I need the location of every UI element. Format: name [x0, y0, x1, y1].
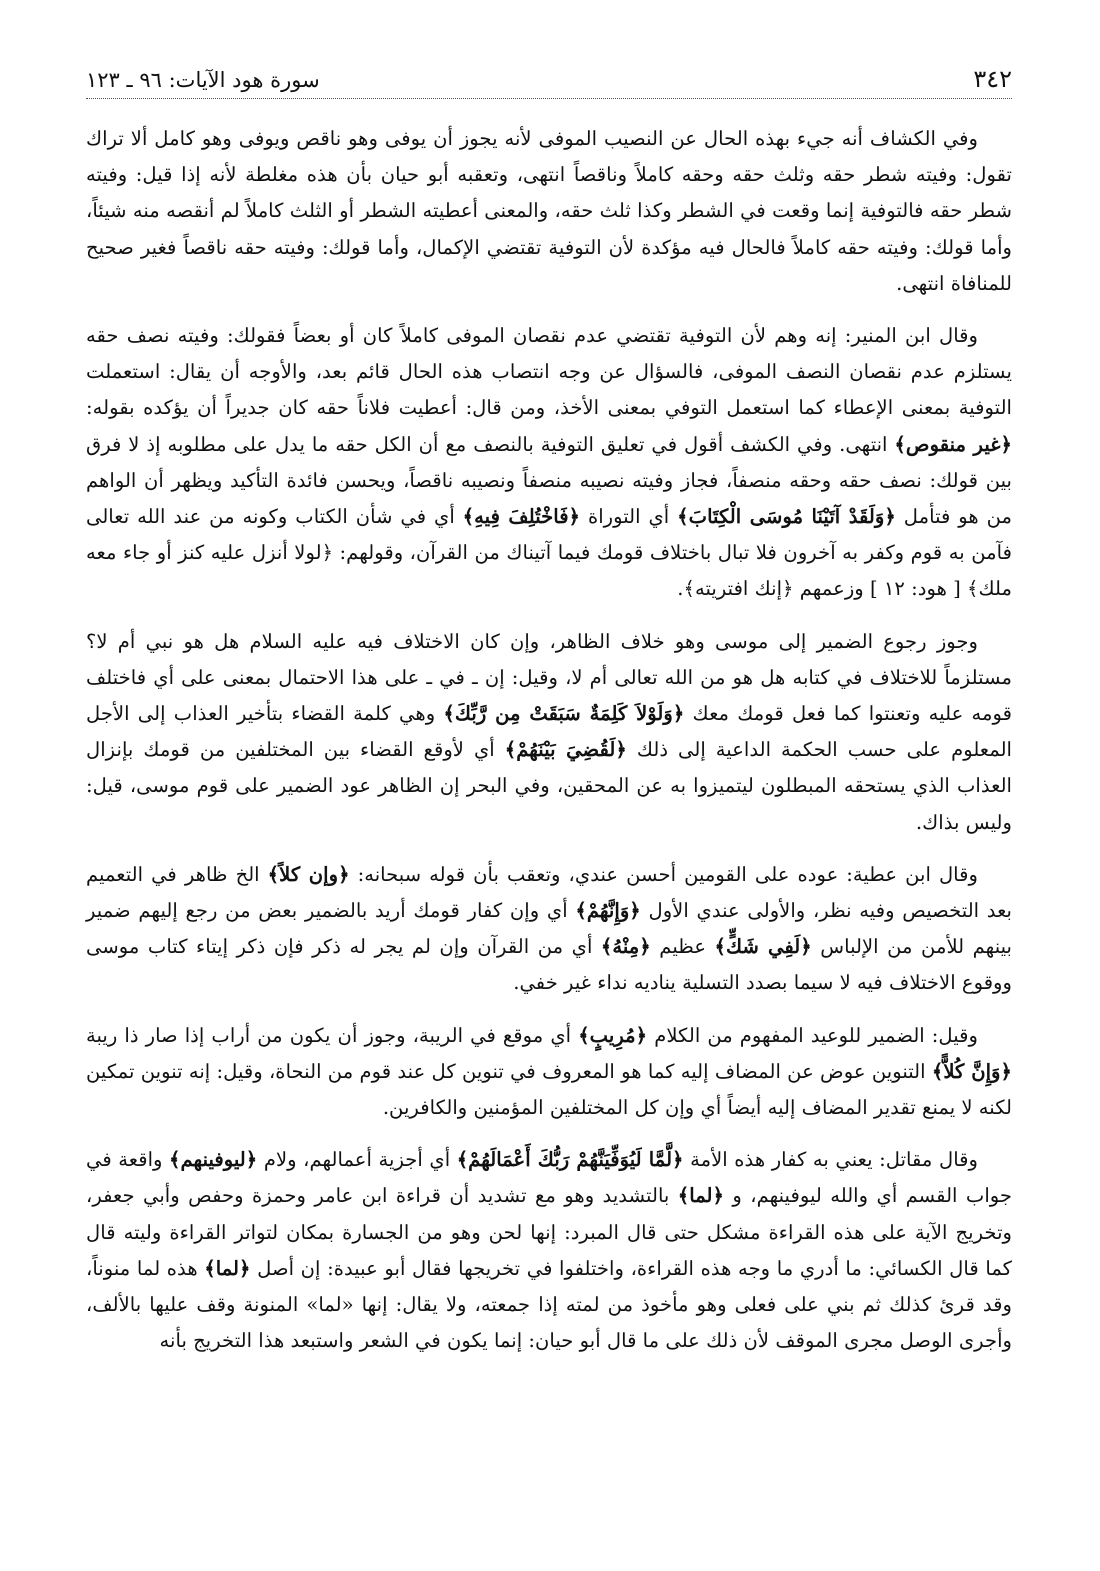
- text-run: انتهى. وفي الكشف أقول في تعليق التوفية بالنصف مع أن الكل حقه ما يدل على مطلوبه إذ لا فرق بين قولك: نصف حقه وحقه منصفاً، فجاز وفيته نصيبه منصفاً ونصيبه ناقصاً، ويحسن فائدة التأكيد ويظهر أن الواهم من هو فتأمل: [86, 432, 1013, 529]
- text-run: وهي كلمة القضاء بتأخير العذاب إلى الأجل المعلوم على حسب الحكمة الداعية إلى ذلك: [86, 702, 1013, 762]
- quran-quote: ﴿وَإِنَّهُمْ﴾: [575, 899, 641, 923]
- paragraph: [86, 1142, 1012, 1359]
- text-run: التنوين عوض عن المضاف إليه كما هو المعروف في تنوين كل عند قوم من النحاة، وقيل: إنه تنوين تمكين لكنه لا يمنع تقدير المضاف إليه أيضاً أي وإن كل المختلفين المؤمنين والكافرين.: [86, 1059, 1012, 1120]
- paragraph: [86, 857, 1012, 1002]
- text-run: أي من القرآن وإن لم يجر له ذكر فإن ذكر إيتاء كتاب موسى ووقوع الاختلاف فيه لا سيما بصدد التسلية يناديه نداء غير خفي.: [86, 935, 1012, 995]
- quran-quote: ﴿لَّمَّا لَيُوَفِّيَنَّهُمْ رَبُّكَ أَعْمَالَهُمْ﴾: [456, 1148, 684, 1172]
- text-run: وجوز رجوع الضمير إلى موسى وهو خلاف الظاهر، وإن كان الاختلاف فيه عليه السلام هل هو نبي أم لا؟ مستلزماً للاختلاف في كتابه هل هو من الله تعالى أم لا، وقيل: إن ـ في ـ على هذا الاحتمال بمعنى على أي فاختلف قومه عليه وتعنتوا كما فعل قومك معك: [86, 629, 1012, 726]
- quran-quote: ﴿غير منقوص﴾: [894, 432, 1012, 456]
- text-run: بالتشديد وهو مع تشديد أن قراءة ابن عامر وحمزة وحفص وأبي جعفر، وتخريج الآية على هذه القراءة مشكل حتى قال المبرد: إنها لحن وهو من الجسارة بمكان لتواتر القراءة وليته قال كما قال الكسائي: ما أدري ما وجه هذه القراءة، واختلفوا في تخريجها فقال أبو عبيدة: إن أصل: [86, 1184, 1012, 1280]
- quran-quote: ﴿وَإِنَّ كُلاًّ﴾: [931, 1059, 1012, 1083]
- quran-quote: ﴿وَلَقَدْ آتَيْنَا مُوسَى الْكِتَابَ﴾: [677, 505, 896, 529]
- quran-quote: ﴿لما﴾: [204, 1256, 251, 1280]
- section-title: سورة هود الآيات: ٩٦ ـ ١٢٣: [86, 68, 320, 92]
- text-run: أي أجزية أعمالهم، ولام: [257, 1148, 457, 1172]
- text-run: وقال ابن عطية: عوده على القومين أحسن عندي، وتعقب بأن قوله سبحانه:: [349, 862, 978, 886]
- quran-quote: ﴿فَاخْتُلِفَ فِيهِ﴾: [462, 505, 581, 529]
- text-run: هذه لما منوناً، وقد قرئ كذلك ثم بني على فعلى وهو مأخوذ من لمته إذا جمعته، ولا يقال: إنها «لما» المنونة وقف عليها بالألف، وأجرى الوصل مجرى الموقف لأن ذلك على ما قال أبو حيان: إنما يكون في الشعر واستبعد هذا التخريج بأنه: [86, 1256, 1012, 1353]
- text-run: أي التوراة: [580, 505, 678, 529]
- quran-quote: ﴿وإن كلاً﴾: [267, 862, 350, 886]
- text-run: عظيم: [650, 935, 715, 959]
- page-number: ٣٤٢: [973, 65, 1012, 93]
- text-run: وقال مقاتل: يعني به كفار هذه الأمة: [683, 1148, 978, 1172]
- text-run: أي موقع في الريبة، وجوز أن يكون من أراب إذا صار ذا ريبة: [86, 1023, 579, 1047]
- text-run: واقعة في جواب القسم أي والله ليوفينهم، و: [86, 1148, 1013, 1208]
- text-run: أي لأوقع القضاء بين المختلفين من قومك بإنزال العذاب الذي يستحقه المبطلون ليتميزوا به عن المحقين، وفي البحر إن الظاهر عود الضمير على قوم موسى، قيل: وليس بذاك.: [86, 738, 1012, 834]
- paragraph: [86, 121, 1012, 302]
- quran-quote: ﴿ليوفينهم﴾: [169, 1148, 258, 1172]
- running-header: [86, 64, 1012, 99]
- quran-quote: ﴿مُرِيبٍ﴾: [578, 1023, 648, 1047]
- quran-quote: ﴿لَفِي شَكٍّ﴾: [714, 935, 812, 959]
- text-run: وفي الكشاف أنه جيء بهذه الحال عن النصيب الموفى لأنه يجوز أن يوفى وهو ناقص ويوفى وهو كامل ألا تراك تقول: وفيته شطر حقه وثلث حقه وحقه كاملاً وناقصاً انتهى، وتعقبه أبو حيان بأن هذه مغلطة لأنه إذا قيل: وفيته شطر حقه فالتوفية إنما وقعت في الشطر وكذا ثلث حقه، والمعنى أعطيته الشطر أو الثلث كاملاً لم أنقصه منه شيئاً، وأما قولك: وفيته حقه كاملاً فالحال فيه مؤكدة لأن التوفية تقتضي الإكمال، وأما قولك: وفيته حقه ناقصاً فغير صحيح للمنافاة انتهى.: [86, 127, 1012, 295]
- paragraph: [86, 624, 1012, 841]
- text-run: وقيل: الضمير للوعيد المفهوم من الكلام: [647, 1023, 978, 1047]
- quran-quote: ﴿مِنْهُ﴾: [600, 935, 651, 959]
- paragraph: [86, 1018, 1012, 1127]
- text-run: الخ ظاهر في التعميم بعد التخصيص وفيه نظر، والأولى عندي الأول: [86, 862, 1013, 923]
- text-run: وقال ابن المنير: إنه وهم لأن التوفية تقتضي عدم نقصان الموفى كاملاً كان أو بعضاً فقولك: وفيته نصف حقه يستلزم عدم نقصان النصف الموفى، فالسؤال عن وجه انتصاب هذه الحال قائم بعد، والأوجه أن يقال: استعملت التوفية بمعنى الإعطاء كما استعمل التوفي بمعنى الأخذ، ومن قال: أعطيت فلاناً حقه كان جديراً أن يؤكده بقوله:: [86, 324, 1012, 420]
- text-run: أي وإن كفار قومك أريد بالضمير بعض من رجع إليهم ضمير بينهم للأمن من الإلباس: [86, 899, 1012, 959]
- text-run: أي في شأن الكتاب وكونه من عند الله تعالى فآمن به قوم وكفر به آخرون فلا تبال باختلاف قومك فيما آتيناك من القرآن، وقولهم: ﴿لولا أنزل عليه كنز أو جاء معه ملك﴾ [ هود: ١٢ ] وزعمهم ﴿إنك افتريته﴾.: [86, 505, 1012, 601]
- paragraph: [86, 318, 1012, 608]
- quran-quote: ﴿لَقُضِيَ بَيْنَهُمْ﴾: [504, 738, 627, 762]
- quran-quote: ﴿لما﴾: [677, 1184, 724, 1208]
- quran-quote: ﴿وَلَوْلاَ كَلِمَةٌ سَبَقَتْ مِن رَّبِّكَ﴾: [443, 702, 685, 726]
- body-text: [86, 121, 1012, 1360]
